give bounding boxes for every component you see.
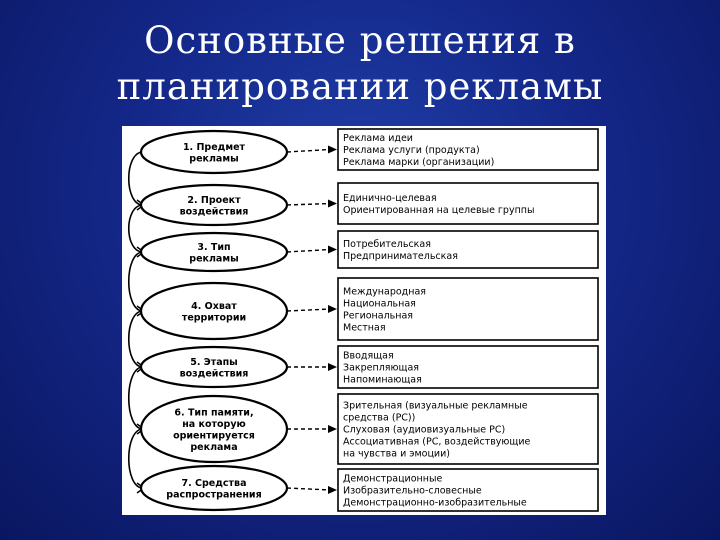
stage-label: 7. Средства bbox=[181, 477, 247, 489]
option-label: Вводящая bbox=[343, 350, 394, 362]
stage-connector bbox=[129, 152, 143, 205]
arrowhead bbox=[328, 305, 337, 313]
option-label: Напоминающая bbox=[343, 374, 422, 386]
decision-diagram bbox=[122, 126, 606, 515]
option-label: Предпринимательская bbox=[343, 251, 458, 262]
option-label: Региональная bbox=[343, 310, 414, 322]
option-label: Местная bbox=[343, 322, 386, 334]
stage-label: реклама bbox=[190, 441, 238, 453]
option-label: Демонстрационные bbox=[343, 473, 443, 485]
option-label: Слуховая (аудиовизуальные РС) bbox=[343, 424, 506, 436]
stage-connector bbox=[129, 205, 143, 252]
arrowhead bbox=[328, 363, 337, 371]
arrowhead bbox=[328, 146, 337, 154]
stage-label: рекламы bbox=[189, 253, 239, 265]
stage-label: воздействия bbox=[179, 206, 249, 218]
stage-connector bbox=[129, 252, 143, 311]
stage-label: 4. Охват bbox=[191, 300, 237, 312]
option-label: Международная bbox=[343, 286, 426, 298]
stage-connector bbox=[129, 429, 143, 488]
decision-diagram-svg bbox=[122, 126, 606, 515]
stage-connector bbox=[129, 367, 143, 429]
title-line-2: планировании рекламы bbox=[116, 65, 604, 108]
arrowhead bbox=[328, 200, 337, 208]
option-label: Ассоциативная (РС, воздействующие bbox=[343, 436, 531, 448]
option-label: Закрепляющая bbox=[343, 362, 420, 374]
option-label: Реклама марки (организации) bbox=[343, 157, 495, 168]
option-label: на чувства и эмоции) bbox=[343, 448, 450, 460]
stage-arrow bbox=[287, 150, 330, 153]
stage-label: 3. Тип bbox=[197, 241, 231, 253]
stage-connector bbox=[129, 311, 143, 367]
stage-label: ориентируется bbox=[173, 430, 255, 442]
stage-label: 1. Предмет bbox=[182, 141, 246, 153]
arrowhead bbox=[328, 246, 337, 254]
arrowhead bbox=[328, 486, 337, 494]
slide-title bbox=[0, 18, 720, 110]
stage-arrow bbox=[287, 309, 330, 311]
option-label: Национальная bbox=[343, 298, 416, 310]
stage-label: 2. Проект bbox=[187, 194, 241, 206]
option-label: Потребительская bbox=[343, 239, 431, 250]
option-label: Реклама услуги (продукта) bbox=[343, 145, 480, 156]
option-label: Демонстрационно-изобразительные bbox=[343, 497, 527, 509]
option-label: Изобразительно-словесные bbox=[343, 485, 482, 497]
title-line-1: Основные решения в bbox=[144, 19, 576, 62]
stage-arrow bbox=[287, 488, 330, 490]
option-label: Ориентированная на целевые группы bbox=[343, 205, 535, 216]
stage-arrow bbox=[287, 204, 330, 206]
stage-label: территории bbox=[181, 312, 247, 324]
stage-label: распространения bbox=[166, 489, 262, 501]
stage-label: рекламы bbox=[189, 153, 239, 165]
stage-label: воздействия bbox=[179, 368, 249, 380]
arrowhead bbox=[328, 425, 337, 433]
option-label: Единично-целевая bbox=[343, 193, 437, 204]
stage-label: 6. Тип памяти, bbox=[174, 407, 254, 419]
option-label: Реклама идеи bbox=[343, 133, 413, 144]
option-label: Зрительная (визуальные рекламные bbox=[343, 400, 528, 412]
option-label: средства (РС)) bbox=[343, 412, 416, 424]
stage-arrow bbox=[287, 250, 330, 253]
stage-label: 5. Этапы bbox=[190, 356, 238, 368]
stage-label: на которую bbox=[182, 418, 246, 430]
